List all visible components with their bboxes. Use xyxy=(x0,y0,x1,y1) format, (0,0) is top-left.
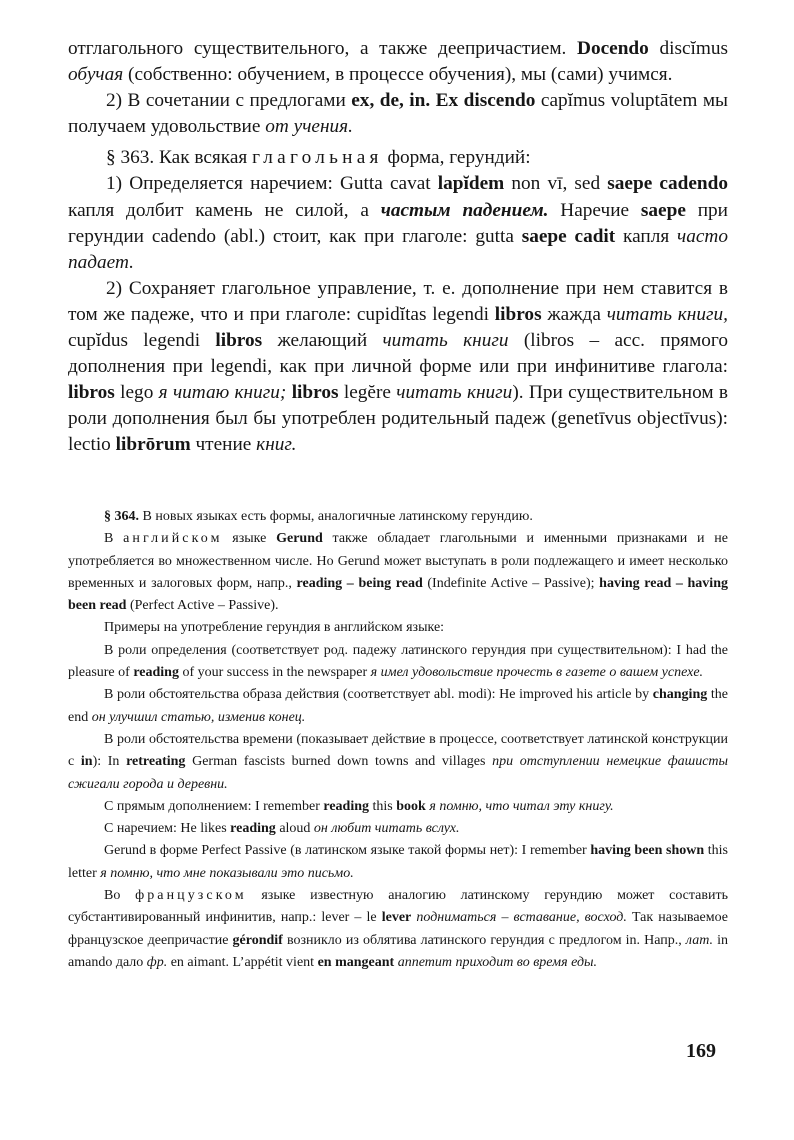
text-run: having been shown xyxy=(590,843,705,859)
text-run: reading xyxy=(133,665,179,681)
text-run: С прямым дополнением: I remember xyxy=(104,798,324,814)
small-print-block xyxy=(68,506,728,974)
text-run: book xyxy=(396,798,426,814)
text-run: от учения. xyxy=(265,116,353,138)
text-run: ex, de, in. xyxy=(351,90,431,112)
text-run: С наречием: He likes xyxy=(104,821,231,837)
text-run: en aimant. L’appétit vient xyxy=(167,954,318,970)
text-run: подниматься – вставание, восход. xyxy=(416,910,627,926)
paragraph xyxy=(68,818,728,840)
text-run: отглагольного существительного, а также деепричастием. xyxy=(68,38,578,59)
text-run: lego xyxy=(114,382,159,404)
text-run: ). При существительном в роли дополнения был бы употреблен родительный падеж (genetīvus objectīvus): lectio xyxy=(68,382,728,456)
text-run: Примеры на употребление герундия в английском языке: xyxy=(104,620,445,636)
text-run: (libros – acc. прямого дополнения при legendi, как при личной форме или при инфинитиве глагола: xyxy=(68,330,728,378)
text-run: я читаю книги; xyxy=(158,382,287,404)
section-363-heading xyxy=(68,145,728,171)
main-text-block xyxy=(68,36,728,459)
text-run: В роли обстоятельства времени (показывает действие в процессе, соответствует латинской конструкции с xyxy=(68,731,728,770)
text-run: желающий xyxy=(262,330,383,352)
text-run: capĭmus voluptātem мы получаем удовольствие xyxy=(68,90,728,138)
text-run: В новых языках есть формы, аналогичные латинскому герундию. xyxy=(139,509,533,524)
text-run: Docendo xyxy=(577,38,649,59)
text-run: reading xyxy=(230,821,276,837)
text-run: он любит читать вслух. xyxy=(313,821,460,837)
text-run: обучая xyxy=(68,64,124,86)
text-run: Так называемое французское деепричастие xyxy=(68,910,729,948)
text-run: cupĭdus legendi xyxy=(68,330,216,352)
text-run: saepe cadit xyxy=(521,225,616,247)
text-run: the end xyxy=(68,687,728,725)
text-run: reading xyxy=(323,798,370,814)
paragraph xyxy=(68,640,728,685)
text-run: § 363. Как всякая xyxy=(106,147,253,169)
text-run: частым падением. xyxy=(380,199,549,221)
text-run: при отступлении немецкие фашисты сжигали города и деревни. xyxy=(68,754,729,792)
text-run: он улучшил статью, изменив конец. xyxy=(91,709,306,725)
text-run: книг. xyxy=(256,434,297,456)
text-run: § 364. xyxy=(104,509,139,524)
text-run: (Indefinite Active – Passive); xyxy=(422,575,600,591)
text-run: жажда xyxy=(541,303,607,325)
text-run: при герундии cadendo (abl.) стоит, как при глаголе: gutta xyxy=(68,199,728,247)
paragraph xyxy=(68,684,728,729)
text-run: форма, герундий: xyxy=(382,147,531,169)
text-run: возникло из облятива латинского герундия с предлогом in. Напр., xyxy=(282,932,686,948)
text-run: языке xyxy=(222,531,277,547)
text-run: читать книги xyxy=(382,330,509,352)
text-run: lapĭdem xyxy=(437,173,505,195)
paragraph xyxy=(68,796,728,818)
text-run: of your success in the newspaper xyxy=(178,665,371,681)
text-run: 2) Сохраняет глагольное управление, т. е. дополнение при нем ставится в том же падеже, что и при глаголе: cupidĭtas legendi xyxy=(68,277,728,325)
text-run: in xyxy=(80,754,93,770)
text-run: Gerund xyxy=(276,531,323,547)
text-run: чтение xyxy=(190,434,257,456)
page-number: 169 xyxy=(686,1040,716,1062)
text-run: gérondif xyxy=(232,932,283,948)
text-run: аппетит приходит во время еды. xyxy=(397,954,598,970)
text-run: having read – having been read xyxy=(68,575,728,614)
paragraph xyxy=(68,617,728,639)
text-run: Во xyxy=(104,888,136,904)
paragraph xyxy=(68,171,728,275)
text-run: discĭmus xyxy=(648,38,729,59)
text-run: капля долбит камень не силой, а xyxy=(68,199,381,221)
text-run: librōrum xyxy=(115,434,191,456)
paragraph xyxy=(68,885,728,974)
text-run: читать книги, xyxy=(606,303,728,325)
text-run: retreating xyxy=(126,754,186,770)
paragraph xyxy=(68,729,728,796)
text-run: (собственно: обучением, в процессе обучения), мы (сами) учимся. xyxy=(123,64,673,86)
text-run: non vī, sed xyxy=(504,173,608,195)
text-run: aloud xyxy=(275,821,314,837)
text-run: (Perfect Active – Passive). xyxy=(126,598,279,614)
paragraph xyxy=(68,840,728,885)
text-run: libros xyxy=(215,330,263,352)
text-run: английском xyxy=(123,531,223,547)
text-run: фр. xyxy=(146,954,168,970)
text-run: reading – being read xyxy=(296,575,423,591)
text-run: французском xyxy=(135,888,247,904)
text-run: 1) Определяется наречием: Gutta cavat xyxy=(106,173,438,195)
text-run: libros xyxy=(291,382,339,404)
paragraph xyxy=(68,88,728,140)
text-run: saepe xyxy=(640,199,686,221)
text-run: libros xyxy=(494,303,542,325)
text-run: in amando дало xyxy=(68,932,728,970)
text-run: Ex discendo xyxy=(435,90,536,112)
paragraph xyxy=(68,276,728,459)
text-run: German fascists burned down towns and villages xyxy=(185,754,493,770)
text-run: saepe cadendo xyxy=(607,173,728,195)
text-run: В xyxy=(104,531,124,547)
text-run: глагольная xyxy=(252,147,383,169)
text-run: лат. xyxy=(685,932,713,948)
text-run: this xyxy=(369,798,397,814)
text-run: В роли определения (соответствует род. падежу латинского герундия при существительном): I had the pleasure of xyxy=(68,642,728,681)
text-run: я помню, что читал эту книгу. xyxy=(429,798,614,814)
text-run: я помню, что мне показывали это письмо. xyxy=(100,865,354,881)
text-run: Наречие xyxy=(548,199,641,221)
text-run: this letter xyxy=(68,843,728,881)
text-run: changing xyxy=(652,687,708,703)
text-run: en mangeant xyxy=(317,954,395,970)
text-run: часто падает. xyxy=(68,225,728,273)
section-364-heading xyxy=(68,506,728,528)
text-run: также обладает глагольными и именными признаками и не употребляется во множественном числе. Но Gerund может выступать в роли подлежащего и имеет несколько временных и залоговых форм, напр., xyxy=(68,531,728,591)
text-run: lever xyxy=(381,910,412,926)
text-run: 2) В сочетании с предлогами xyxy=(106,90,352,112)
text-run: я имел удовольствие прочесть в газете о вашем успехе. xyxy=(370,665,704,681)
text-run: капля xyxy=(615,225,678,247)
text-run: языке известную аналогию латинскому герундию может составить субстантивированный инфинитив, напр.: lever – le xyxy=(68,888,728,926)
text-run: libros xyxy=(68,382,115,404)
paragraph xyxy=(68,528,728,617)
text-run: Gerund в форме Perfect Passive (в латинском языке такой формы нет): I remember xyxy=(104,843,591,859)
paragraph xyxy=(68,36,728,88)
text-run: В роли обстоятельства образа действия (соответствует abl. modi): He improved his article by xyxy=(104,687,653,703)
text-run: читать книги xyxy=(396,382,513,404)
text-run: ): In xyxy=(92,754,127,770)
text-run: legĕre xyxy=(338,382,397,404)
